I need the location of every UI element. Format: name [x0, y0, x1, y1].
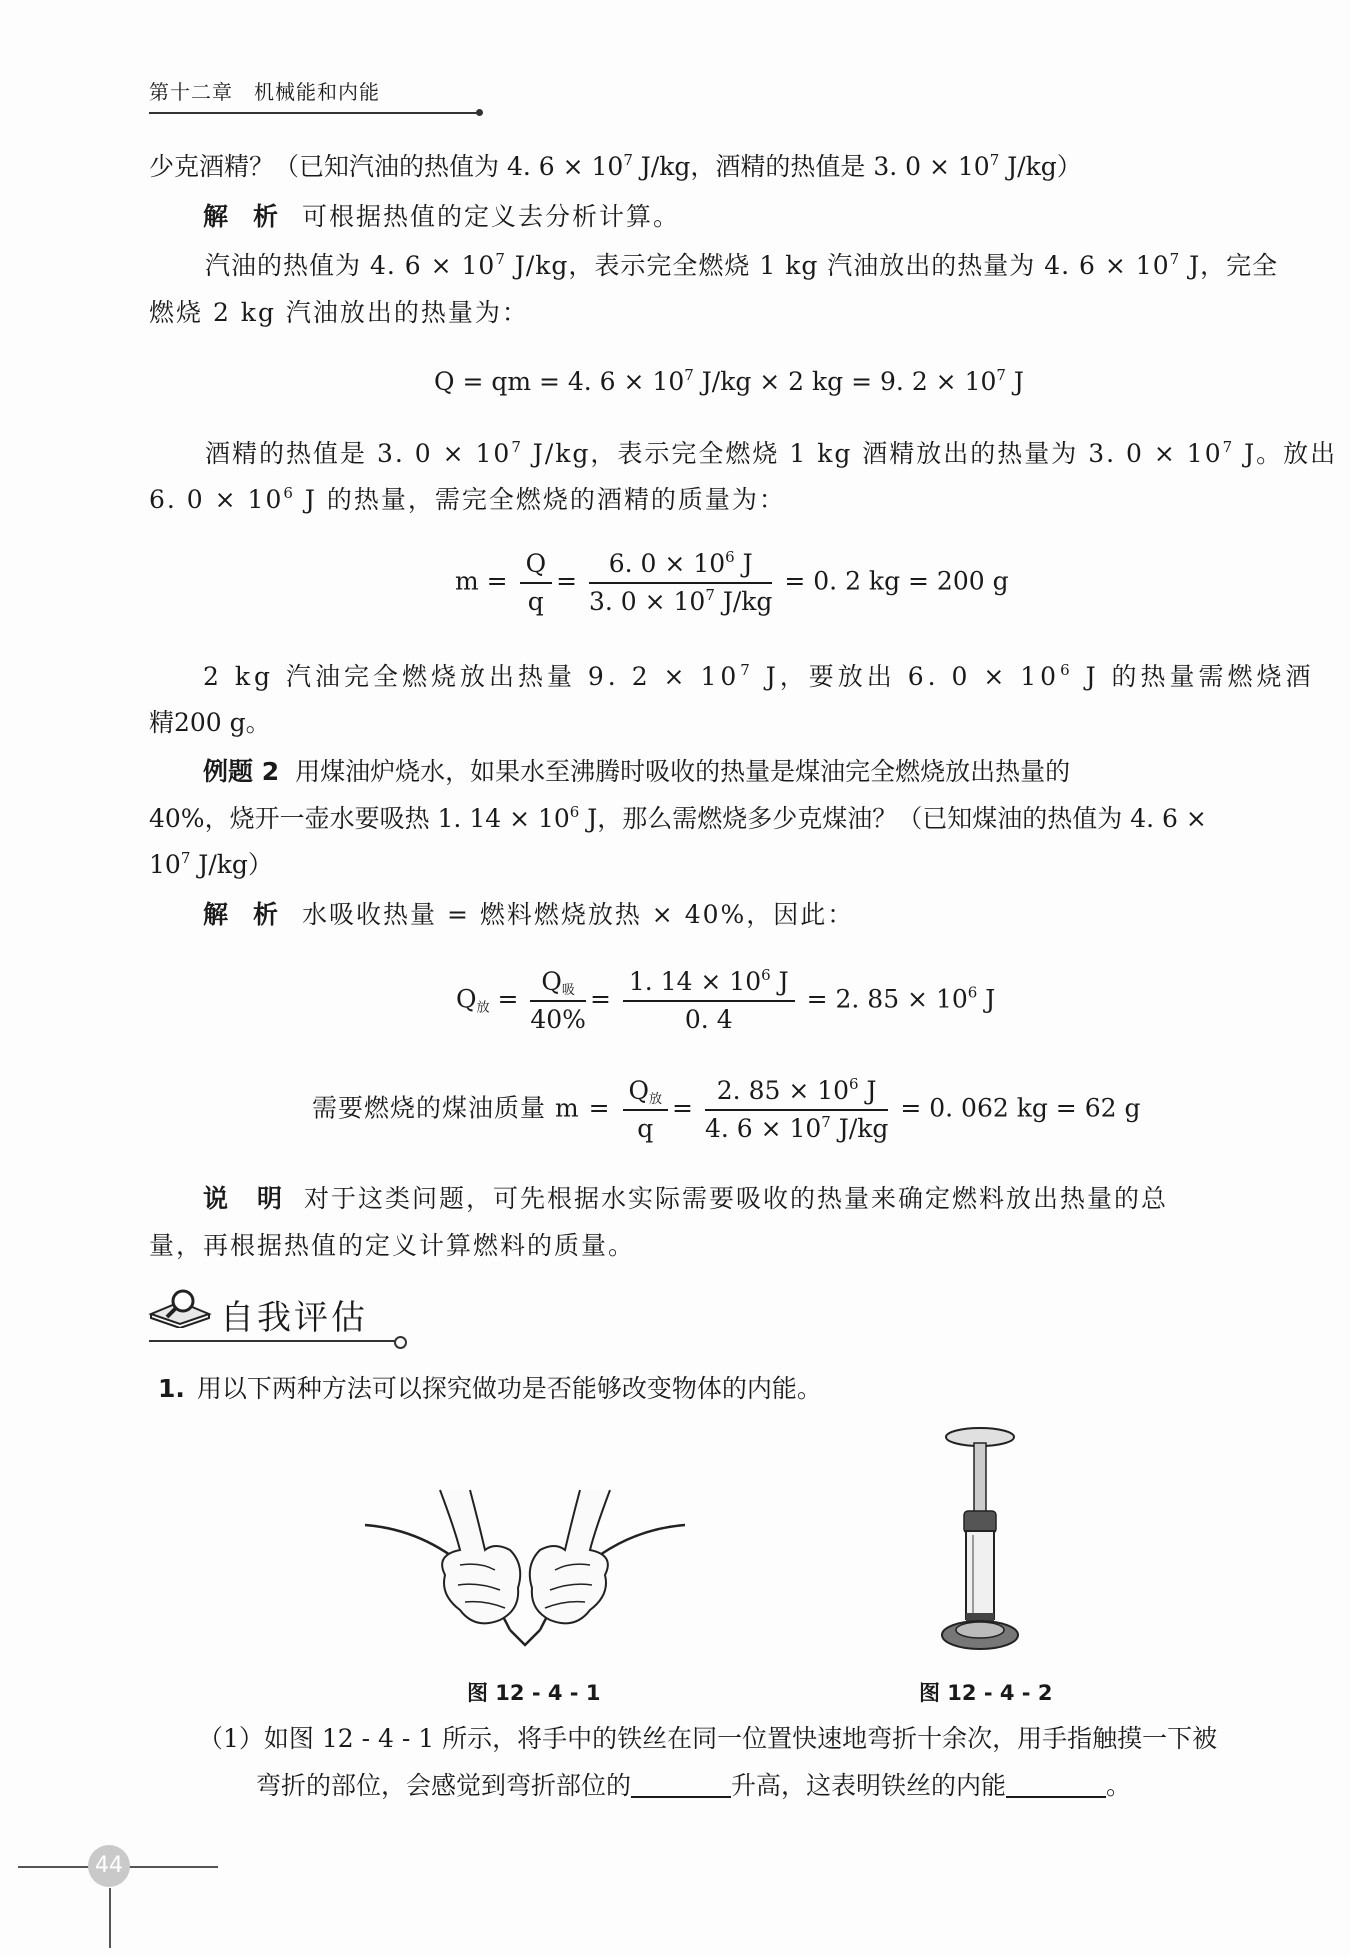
equation-1 [434, 364, 1024, 400]
text-line-3 [205, 248, 1278, 284]
numerator [530, 966, 586, 1002]
chapter-header: 第十二章 机械能和内能 [149, 80, 380, 104]
denominator: 40% [530, 1005, 586, 1034]
section-rule-dot [394, 1336, 407, 1349]
exponent: 7 [495, 250, 506, 268]
text-seg: 。 [1106, 1771, 1132, 1800]
fraction [520, 548, 553, 618]
magnifier-book-icon [147, 1284, 213, 1328]
fraction [589, 548, 772, 618]
text-line-7 [203, 659, 1315, 695]
eq-lhs: m = [455, 566, 508, 596]
numerator [623, 966, 795, 1002]
num-seg: Q [628, 1076, 650, 1105]
example-2-line-3 [149, 847, 273, 883]
text-seg: 10 [149, 850, 181, 879]
eq-seg: Q = qm = 4. 6 × 10 [434, 367, 685, 396]
text-line-1 [149, 149, 1082, 185]
page-number-vrule [109, 1888, 111, 1948]
text-line-6 [149, 482, 786, 518]
fraction [705, 1075, 888, 1145]
text-seg: J/kg，表示完全燃烧 1 kg 汽油放出的热量为 4. 6 × 10 [505, 251, 1170, 280]
exponent: 6 [761, 966, 771, 984]
analysis-text: 可根据热值的定义去分析计算。 [302, 202, 681, 231]
num-seg: Q [541, 967, 562, 996]
text-seg: 少克酒精？（已知汽油的热值为 4. 6 × 10 [149, 152, 624, 181]
note-line-1 [203, 1181, 1168, 1217]
num-seg: 2. 85 × 10 [716, 1076, 850, 1105]
exponent: 7 [180, 849, 191, 867]
numerator [589, 548, 772, 584]
den-seg: J/kg [830, 1114, 889, 1143]
exponent: 7 [996, 366, 1006, 384]
subscript: 吸 [561, 983, 575, 998]
section-rule [149, 1340, 397, 1342]
example-label: 例题 2 [203, 757, 280, 786]
subscript: 放 [476, 1000, 490, 1016]
numerator: Q [520, 548, 553, 584]
subscript: 放 [649, 1092, 663, 1107]
text-line-5 [205, 436, 1337, 472]
text-seg: J/kg，表示完全燃烧 1 kg 酒精放出的热量为 3. 0 × 10 [522, 439, 1223, 468]
exponent: 7 [821, 1113, 831, 1131]
numerator [623, 1075, 669, 1111]
text-seg: J，要放出 6. 0 × 10 [753, 662, 1061, 691]
exponent: 7 [989, 151, 1000, 169]
numerator [705, 1075, 888, 1111]
subquestion-1-line-1: （1）如图 12 - 4 - 1 所示，将手中的铁丝在同一位置快速地弯折十余次，用手指触摸一下被 [198, 1724, 1218, 1753]
den-seg: 3. 0 × 10 [588, 587, 706, 616]
exponent: 7 [623, 151, 633, 169]
note-text: 对于这类问题，可先根据水实际需要吸收的热量来确定燃料放出热量的总 [304, 1184, 1169, 1213]
analysis-label: 解 析 [203, 202, 279, 231]
text-seg: 弯折的部位，会感觉到弯折部位的 [256, 1771, 632, 1800]
header-rule [149, 112, 479, 114]
den-seg: J/kg [714, 587, 773, 616]
eq-rhs: = 2. 85 × 10 [806, 984, 968, 1014]
text-seg: J/kg） [999, 152, 1082, 181]
eq-rhs: = 0. 062 kg = 62 g [900, 1093, 1141, 1123]
exponent: 7 [1169, 250, 1181, 268]
text-seg: 40%，烧开一壶水要吸热 1. 14 × 10 [149, 804, 570, 833]
exponent: 7 [705, 586, 715, 604]
denominator: 0. 4 [684, 1005, 733, 1034]
text-seg: J 的热量，需完全燃烧的酒精的质量为： [294, 485, 786, 514]
air-compression-cylinder-figure [935, 1425, 1025, 1660]
exponent: 6 [283, 484, 295, 502]
analysis-line-2 [203, 897, 854, 933]
fraction [530, 966, 586, 1036]
equation-3: $Q_放$ = $\frac{Q_吸}{40\%}$ = $\frac{1. 14 \times 10^6 J}{0. 4}$ = 2. $85 \times 10^6$ J [456, 966, 996, 1034]
example-2-line-2 [149, 801, 1207, 837]
equation-2: m = $\frac{Q}{q}$ = $\frac{6. 0 \times 10^6 J}{3. 0 \times 10^7 J/kg}$ = 0. 2 kg = 200 g [455, 548, 1009, 616]
exponent: 7 [1222, 438, 1235, 456]
example-text: 用煤油炉烧水，如果水至沸腾时吸收的热量是煤油完全燃烧放出热量的 [295, 757, 1071, 786]
num-seg: 6. 0 × 10 [608, 549, 726, 578]
exponent: 7 [684, 366, 694, 384]
eq-q: Q [456, 984, 477, 1014]
den-seg: 4. 6 × 10 [704, 1114, 822, 1143]
header-rule-dot [476, 109, 483, 116]
exponent: 7 [740, 661, 754, 679]
exponent: 6 [1060, 661, 1074, 679]
num-seg: J [770, 967, 789, 996]
question-text: 用以下两种方法可以探究做功是否能够改变物体的内能。 [196, 1374, 822, 1403]
denominator: q [637, 1114, 654, 1143]
eq-rhs: = 0. 2 kg = 200 g [784, 566, 1009, 596]
analysis-line-1 [203, 199, 680, 235]
page-number: 44 [88, 1845, 130, 1887]
subquestion-1-line-2 [256, 1768, 1131, 1804]
text-seg: 汽油的热值为 4. 6 × 10 [205, 251, 496, 280]
exponent: 6 [967, 983, 978, 1002]
exponent: 7 [511, 438, 523, 456]
text-seg: 2 kg 汽油完全燃烧放出热量 9. 2 × 10 [203, 662, 741, 691]
text-line-8: 精200 g。 [149, 708, 271, 737]
figure-caption-1: 图 12 - 4 - 1 [467, 1681, 601, 1705]
exponent: 6 [569, 803, 580, 821]
text-seg: J/kg，酒精的热值是 3. 0 × 10 [632, 152, 990, 181]
denominator [705, 1111, 888, 1145]
num-seg: J [858, 1076, 877, 1105]
hands-bending-wire-figure [360, 1470, 690, 1650]
text-seg: J。放出 [1234, 439, 1338, 468]
eq-lhs: 需要燃烧的煤油质量 m = [312, 1093, 611, 1123]
text-seg: 升高，这表明铁丝的内能 [731, 1771, 1007, 1800]
text-seg: 酒精的热值是 3. 0 × 10 [205, 439, 512, 468]
eq-rhs: J [977, 984, 996, 1014]
answer-blank-1[interactable] [631, 1772, 731, 1798]
analysis-text: 水吸收热量 = 燃料燃烧放热 × 40%，因此： [302, 900, 855, 929]
question-1 [158, 1371, 822, 1407]
eq-sign: = [497, 984, 519, 1014]
text-seg: J，那么需燃烧多少克煤油？（已知煤油的热值为 4. 6 × [579, 804, 1207, 833]
question-number: 1. [158, 1374, 185, 1403]
eq-seg: J/kg × 2 kg = 9. 2 × 10 [693, 367, 997, 396]
exponent: 6 [849, 1075, 859, 1093]
num-seg: 1. 14 × 10 [628, 967, 762, 996]
text-seg: 6. 0 × 10 [149, 485, 284, 514]
text-seg: J 的热量需燃烧酒 [1073, 662, 1315, 691]
fraction [623, 1075, 669, 1145]
text-seg: J，完全 [1180, 251, 1279, 280]
analysis-label: 解 析 [203, 900, 279, 929]
text-seg: J/kg） [190, 850, 273, 879]
denominator [589, 584, 772, 618]
denominator: q [527, 587, 544, 616]
example-2-line-1 [203, 754, 1070, 790]
answer-blank-2[interactable] [1006, 1772, 1106, 1798]
num-seg: J [734, 549, 753, 578]
note-line-2: 量，再根据热值的定义计算燃料的质量。 [149, 1231, 636, 1260]
eq-seg: J [1005, 367, 1024, 396]
exponent: 6 [725, 548, 735, 566]
equation-4: 需要燃烧的煤油质量 m = $\frac{Q_放}{q}$ = $\frac{2. 85 \times 10^6 J}{4. 6 \times 10^7 J/kg}$ = 0. 062 kg = 62 g [312, 1075, 1141, 1143]
fraction [623, 966, 795, 1036]
section-title: 自我评估 [220, 1298, 368, 1338]
figure-caption-2: 图 12 - 4 - 2 [919, 1681, 1053, 1705]
text-line-4: 燃烧 2 kg 汽油放出的热量为： [149, 298, 529, 327]
note-label: 说 明 [203, 1184, 285, 1213]
